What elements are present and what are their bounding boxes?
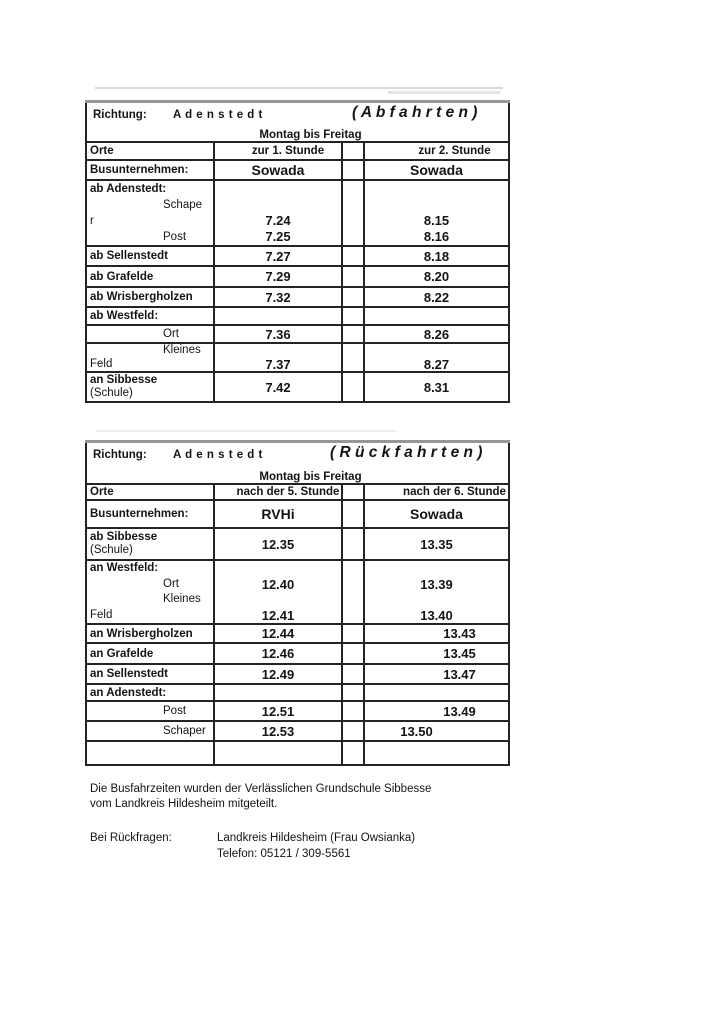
stop-label: Ort: [163, 328, 179, 340]
source-note-line1: Die Busfahrzeiten wurden der Verlässlichen Grundschule Sibbesse: [90, 783, 432, 795]
place-cell: [86, 701, 214, 721]
contact-name: Landkreis Hildesheim (Frau Owsianka): [217, 832, 416, 844]
spacer: [368, 181, 505, 197]
place-cell: [86, 664, 214, 684]
scan-artifact: [388, 91, 500, 94]
time-value: 13.35: [420, 536, 453, 552]
time-value: 13.43: [443, 626, 476, 641]
time-value: 7.37: [265, 356, 291, 372]
time-cell: [364, 701, 509, 721]
place-label-detail: (Schule): [90, 387, 133, 399]
row-ab-wrisbergholzen: [86, 287, 509, 307]
time-cell: [364, 266, 509, 287]
place-label: ab Wrisbergholzen: [90, 291, 193, 303]
contact-block: [90, 830, 415, 862]
time-value: 12.51: [261, 703, 295, 719]
time-value: 13.45: [443, 646, 476, 661]
time-cell-empty: [364, 684, 509, 701]
row-ab-sibbesse-schule: [86, 528, 509, 560]
time-cell: [364, 325, 509, 343]
gap-cell: [342, 325, 364, 343]
carrier1-cell: [214, 500, 342, 528]
weekday-subtitle: Montag bis Freitag: [259, 471, 362, 483]
place-group-label: ab Westfeld:: [90, 310, 159, 322]
hour2-header: zur 2. Stunde: [418, 145, 491, 157]
time-value: 8.31: [423, 379, 450, 395]
place-label: an Grafelde: [90, 647, 154, 660]
place-cell: [86, 246, 214, 266]
place-group-label: an Westfeld:: [90, 562, 159, 574]
scan-artifact: [96, 430, 396, 432]
table2-header-row: [86, 442, 509, 485]
gap-cell: [342, 684, 364, 701]
time-cell: [364, 664, 509, 684]
row-an-adenstedt-header: [86, 684, 509, 701]
time-cell: [364, 287, 509, 307]
place-cell: [86, 287, 214, 307]
time-cell: [364, 560, 509, 624]
time-cell: [364, 246, 509, 266]
place-cell: [86, 643, 214, 664]
time-value: 8.16: [423, 229, 450, 244]
time-cell: [214, 701, 342, 721]
place-label: an Sibbesse: [90, 373, 158, 386]
place-label: ab Grafelde: [90, 270, 154, 283]
place-label-detail: (Schule): [90, 544, 133, 556]
time-value: 7.42: [265, 379, 291, 395]
time-value: 12.35: [261, 536, 295, 552]
spacer: [218, 181, 338, 197]
stop-label: Post: [163, 705, 187, 717]
place-cell: [86, 560, 214, 624]
spacer: [218, 344, 338, 358]
place-cell: [86, 684, 214, 701]
time-value: 8.18: [423, 248, 450, 264]
row-an-westfeld-block: [86, 560, 509, 624]
carrier1-name: Sowada: [251, 162, 305, 178]
gap-cell: [342, 142, 364, 160]
gap-cell: [342, 307, 364, 325]
time-cell: [214, 246, 342, 266]
place-label: ab Sibbesse: [90, 530, 158, 543]
time-value: 7.29: [265, 269, 291, 284]
time-value: 12.40: [261, 576, 295, 592]
time-cell: [364, 643, 509, 664]
carrier2-cell: [364, 160, 509, 180]
time-value: 7.27: [265, 248, 291, 264]
weekday-subtitle: Montag bis Freitag: [259, 129, 362, 141]
hour2-header-cell: [364, 142, 509, 160]
row-ab-sellenstedt: [86, 246, 509, 266]
row-an-sibbesse-schule: [86, 372, 509, 402]
time-cell: [364, 343, 509, 372]
direction-label: Richtung:: [93, 109, 147, 121]
gap-cell: [342, 624, 364, 643]
time-cell: [214, 643, 342, 664]
gap-cell: [342, 372, 364, 402]
place-cell: [86, 372, 214, 402]
time-value: 7.25: [265, 229, 291, 244]
time-cell-empty: [364, 307, 509, 325]
time-value: 8.22: [423, 289, 450, 305]
time-value: 7.32: [265, 289, 291, 305]
time-cell: [214, 287, 342, 307]
time-cell: [214, 624, 342, 643]
orte-header-cell: [86, 484, 214, 500]
row-an-wrisbergholzen: [86, 624, 509, 643]
time-cell: [214, 266, 342, 287]
gap-cell: [342, 266, 364, 287]
table1-title-cell: [86, 102, 509, 143]
spacer: [368, 197, 505, 213]
table2-title-cell: [86, 442, 509, 485]
spacer: [368, 561, 505, 577]
time-cell-empty: [214, 684, 342, 701]
hour6-header: nach der 6. Stunde: [403, 486, 506, 498]
time-value: 7.36: [265, 326, 291, 342]
timetable-departures: [85, 100, 510, 403]
stop-label: Kleines: [163, 593, 201, 605]
gap-cell: [342, 343, 364, 372]
stop-label: Ort: [163, 577, 179, 590]
stop-label-wrap: Feld: [90, 357, 113, 370]
spacer: [368, 344, 505, 358]
departures-title: ( A b f a h r t e n ): [352, 104, 478, 121]
time-value: 8.27: [423, 356, 450, 372]
hour1-header: zur 1. Stunde: [251, 145, 325, 157]
stop-label: Schaper: [163, 725, 206, 737]
place-cell: [86, 528, 214, 560]
table1-carrier-row: [86, 160, 509, 180]
table1-header-row: [86, 102, 509, 143]
hour5-header-cell: [214, 484, 342, 500]
row-an-grafelde: [86, 643, 509, 664]
empty-cell: [214, 741, 342, 765]
time-value: 8.26: [423, 326, 450, 342]
time-cell: [364, 372, 509, 402]
scan-artifact: [95, 87, 503, 89]
gap-cell: [342, 160, 364, 180]
time-cell: [364, 624, 509, 643]
time-cell: [364, 721, 509, 741]
time-cell: [214, 180, 342, 246]
timetable-returns: [85, 440, 510, 766]
carrier2-name: Sowada: [410, 506, 463, 522]
time-cell: [364, 528, 509, 560]
row-adenstedt-schaper: [86, 721, 509, 741]
carrier1-cell: [214, 160, 342, 180]
row-empty: [86, 741, 509, 765]
gap-cell: [342, 246, 364, 266]
stop-label: Kleines: [163, 344, 201, 356]
place-cell: [86, 343, 214, 372]
place-label: ab Sellenstedt: [90, 250, 168, 262]
source-note-line2: vom Landkreis Hildesheim mitgeteilt.: [90, 798, 278, 810]
empty-cell: [86, 741, 214, 765]
time-value: 13.49: [443, 703, 476, 719]
returns-title: ( R ü c k f a h r t e n ): [330, 444, 483, 461]
place-cell: [86, 180, 214, 246]
source-note: [90, 782, 431, 812]
contact-phone: Telefon: 05121 / 309-5561: [217, 848, 351, 860]
table1-column-header-row: [86, 142, 509, 160]
time-value: 12.46: [261, 646, 295, 661]
place-cell: [86, 624, 214, 643]
carrier-label-cell: [86, 160, 214, 180]
row-ab-westfeld-header: [86, 307, 509, 325]
row-ab-grafelde: [86, 266, 509, 287]
gap-cell: [342, 484, 364, 500]
place-cell: [86, 266, 214, 287]
time-cell: [214, 560, 342, 624]
time-value: 12.53: [261, 723, 295, 739]
carrier-label: Busunternehmen:: [90, 508, 189, 520]
time-value: 12.41: [261, 607, 295, 623]
time-value: 13.47: [443, 666, 476, 682]
hour5-header: nach der 5. Stunde: [236, 486, 340, 498]
time-value: 13.40: [420, 607, 453, 623]
spacer: [368, 592, 505, 608]
table1-direction-line: [90, 104, 505, 129]
time-cell: [214, 664, 342, 684]
place-cell: [86, 307, 214, 325]
time-cell: [214, 325, 342, 343]
gap-cell: [342, 500, 364, 528]
time-value: 8.15: [423, 213, 450, 228]
gap-cell: [342, 741, 364, 765]
time-value: 12.44: [261, 626, 295, 641]
time-cell-empty: [214, 307, 342, 325]
gap-cell: [342, 664, 364, 684]
time-value: 13.50: [400, 723, 433, 739]
orte-label: Orte: [90, 486, 114, 498]
direction-value: A d e n s t e d t: [173, 449, 263, 461]
table2-carrier-row: [86, 500, 509, 528]
gap-cell: [342, 528, 364, 560]
place-group-label: ab Adenstedt:: [90, 183, 167, 195]
carrier-label: Busunternehmen:: [90, 164, 189, 176]
carrier2-cell: [364, 500, 509, 528]
orte-label: Orte: [90, 145, 114, 157]
place-label: an Sellenstedt: [90, 668, 168, 680]
table2-direction-line: [90, 444, 505, 469]
time-value: 12.49: [261, 666, 295, 682]
carrier2-name: Sowada: [410, 162, 463, 178]
hour6-header-cell: [364, 484, 509, 500]
time-cell: [214, 721, 342, 741]
place-cell: [86, 721, 214, 741]
row-westfeld-kleines-feld: [86, 343, 509, 372]
place-label: an Wrisbergholzen: [90, 627, 193, 640]
table2-column-header-row: [86, 484, 509, 500]
time-value: 8.20: [423, 269, 450, 284]
place-cell: [86, 325, 214, 343]
orte-header-cell: [86, 142, 214, 160]
gap-cell: [342, 643, 364, 664]
empty-cell: [364, 741, 509, 765]
gap-cell: [342, 721, 364, 741]
gap-cell: [342, 560, 364, 624]
time-cell: [214, 528, 342, 560]
row-ab-adenstedt-block: [86, 180, 509, 246]
stop-label-wrap: r: [90, 215, 94, 227]
gap-cell: [342, 287, 364, 307]
spacer: [218, 561, 338, 577]
direction-value: A d e n s t e d t: [173, 109, 263, 121]
direction-label: Richtung:: [93, 449, 147, 461]
contact-details: [217, 830, 415, 862]
gap-cell: [342, 701, 364, 721]
time-cell: [364, 180, 509, 246]
gap-cell: [342, 180, 364, 246]
row-adenstedt-post: [86, 701, 509, 721]
time-cell: [214, 372, 342, 402]
time-cell: [214, 343, 342, 372]
time-value: 13.39: [420, 576, 453, 592]
hour1-header-cell: [214, 142, 342, 160]
spacer: [218, 197, 338, 213]
row-westfeld-ort: [86, 325, 509, 343]
row-an-sellenstedt: [86, 664, 509, 684]
time-value: 7.24: [265, 213, 291, 228]
stop-label-wrap: Feld: [90, 608, 113, 621]
stop-label: Post: [163, 231, 187, 243]
place-group-label: an Adenstedt:: [90, 686, 167, 699]
spacer: [218, 592, 338, 608]
carrier1-name: RVHi: [261, 506, 295, 522]
stop-label: Schape: [163, 199, 203, 211]
contact-label: Bei Rückfragen:: [90, 832, 172, 844]
carrier-label-cell: [86, 500, 214, 528]
